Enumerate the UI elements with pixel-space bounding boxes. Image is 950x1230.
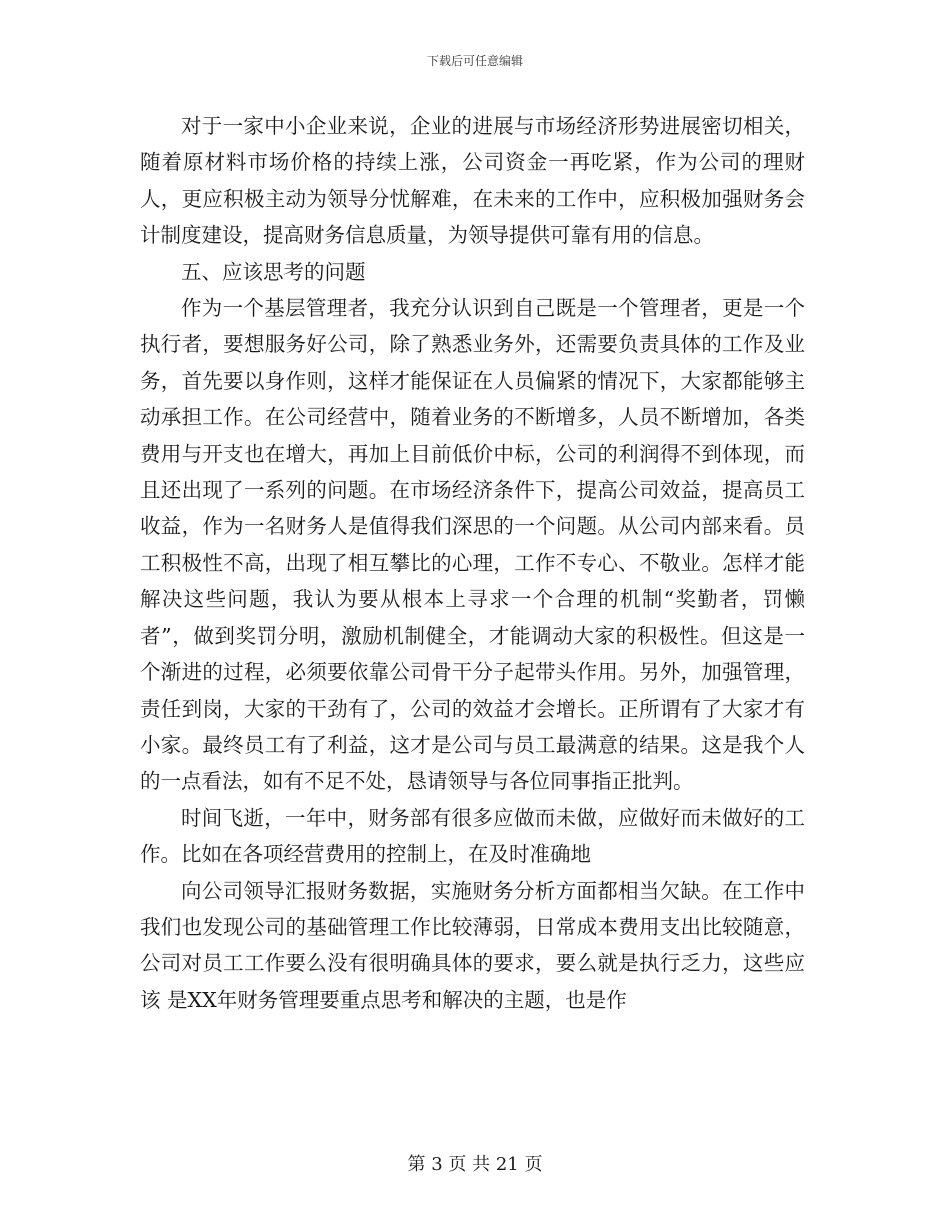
section-heading-issues: 五、应该思考的问题 — [181, 259, 366, 284]
page-number-footer: 第 3 页 共 21 页 — [407, 1154, 543, 1175]
document-body — [140, 108, 805, 1018]
paragraph-finance-role: 对于一家中小企业来说，企业的进展与市场经济形势进展密切相关，随着原材料市场价格的持续上涨，公司资金一再吃紧，作为公司的理财人，更应积极主动为领导分忧解难，在未来的工作中，应积极加强财务会计制度建设，提高财务信息质量，为领导提供可靠有用的信息。 — [140, 114, 805, 248]
page-header: 下载后可任意编辑 — [426, 54, 523, 68]
paragraph-manager-reflection: 作为一个基层管理者，我充分认识到自己既是一个管理者，更是一个执行者，要想服务好公司，除了熟悉业务外，还需要负责具体的工作及业务，首先要以身作则，这样才能保证在人员偏紧的情况下，大家都能够主动承担工作。在公司经营中，随着业务的不断增多，人员不断增加，各类费用与开支也在增大，再加上目前低价中标，公司的利润得不到体现，而且还出现了一系列的问题。在市场经济条件下，提高公司效益，提高员工收益，作为一名财务人是值得我们深思的一个问题。从公司内部来看。员工积极性不高，出现了相互攀比的心理，工作不专心、不敬业。怎样才能解决这些问题，我认为要从根本上寻求一个合理的机制“奖勤者，罚懒者”，做到奖罚分明，激励机制健全，才能调动大家的积极性。但这是一个渐进的过程，必须要依靠公司骨干分子起带头作用。另外，加强管理，责任到岗，大家的干劲有了，公司的效益才会增长。正所谓有了大家才有小家。最终员工有了利益，这才是公司与员工最满意的结果。这是我个人的一点看法，如有不足不处，恳请领导与各位同事指正批判。 — [140, 296, 805, 794]
paragraph-shortcomings: 向公司领导汇报财务数据，实施财务分析方面都相当欠缺。在工作中我们也发现公司的基础管理工作比较薄弱，日常成本费用支出比较随意，公司对员工工作要么没有很明确具体的要求，要么就是执行乏力，这些应该 是XX年财务管理要重点思考和解决的主题，也是作 — [140, 878, 805, 1012]
paragraph-year-review: 时间飞逝，一年中，财务部有很多应做而未做，应做好而未做好的工作。比如在各项经营费用的控制上，在及时准确地 — [140, 805, 805, 867]
